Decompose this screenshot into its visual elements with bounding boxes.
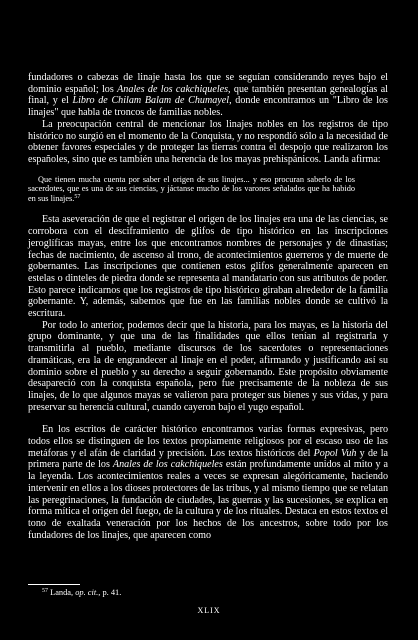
paragraph	[28, 72, 388, 119]
body-text	[28, 72, 388, 541]
paragraph	[28, 320, 388, 414]
page-number: XLIX	[197, 606, 221, 615]
text-run: Por todo lo anterior, podemos decir que la historia, para los mayas, es la historia del grupo dominante, y que una de las finalidades que ellos tenían al registrarla y transmitirla al pueblo, mediante discursos de los sacerdotes o representaciones dramáticas, era la de engrandecer al linaje en el poder, afirmando y justificando así su dominio sobre el pueblo y su derecho a seguir gobernando. Este propósito obviamente desapareció con la conquista española, pero fue precisamente de la nobleza de sus linajes, de lo que algunos mayas se valieron para proteger sus bienes y sus vidas, y para preservar su herencia cultural, cuando cayeron bajo el yugo español.	[28, 319, 388, 413]
text-run: En los escritos de carácter histórico encontramos varias formas expresivas, pero todos ellos se distinguen de los textos propiamente religiosos por el escaso uso de las metáforas y el afán de claridad y precisión. Los textos históricos del	[28, 424, 388, 459]
text-run: Esta aseveración de que el registrar el origen de los linajes era una de las ciencias, se corrobora con el desciframiento de glifos de tipo histórico en las inscripciones jeroglíficas mayas, entre los que encontramos nombres de personajes y de dinastías; fechas de nacimiento, de ascenso al trono, de acontecimientos guerreros y de muerte de gobernantes. Las inscripciones que contienen estos glifos generalmente aparecen en estelas o dinteles de piedra donde se representa al mandatario con sus atributos de poder. Esto parece indicarnos que los registros de tipo histórico giraban alrededor de la familia gobernante. Y, además, sabemos que fue en las familias nobles donde se cultivó la escritura.	[28, 214, 388, 320]
footnote-text-italic: op. cit.	[75, 588, 99, 597]
text-run: , que también presentan genealogías al final, y el	[28, 83, 388, 107]
spacer	[28, 203, 388, 214]
text-run: La preocupación central de mencionar los linajes nobles en los registros de tipo histórico no surgió en el momento de la Conquista, y no respondió sólo a la necesidad de obtener favores especiales y de proteger las tierras contra el despojo que realizaron los españoles, sino que es también una herencia de los mayas prehispánicos. Landa afirma:	[28, 118, 388, 165]
paragraph	[28, 214, 388, 319]
block-quote	[28, 175, 355, 204]
footnote	[42, 588, 121, 598]
spacer	[28, 166, 388, 175]
text-run: están profundamente unidos al mito y a la leyenda. Los acontecimientos reales a veces se expresan alegóricamente, haciendo intervenir en ellos a los dioses protectores de las tribus, y al mismo tiempo que se relatan las peregrinaciones, la fundación de ciudades, las guerras y las sucesiones, se explica en forma mítica el origen del fuego, de la cultura y de los rituales. Destaca en estos textos el tono de exaltada veneración por los hechos de los ancestros, sobre todo por los fundadores de los linajes, que aparecen como	[28, 459, 388, 541]
text-run: y de la primera parte de los	[28, 447, 388, 471]
block-quote-text: Que tienen mucha cuenta por saber el origen de sus linajes... y eso procuran saberlo de los sacerdotes, que es una de sus ciencias, y jáctanse mucho de los varones señalados que ha habido en sus linajes.	[28, 174, 355, 203]
spacer	[28, 413, 388, 424]
italic-title: Anales de los cakchiqueles	[112, 459, 223, 471]
footnote-rule	[28, 584, 80, 585]
footnote-text-before: Landa,	[50, 588, 76, 597]
footnote-number: 57	[42, 588, 48, 594]
italic-title: Libro de Chilam Balam de Chumayel	[72, 95, 230, 107]
footnote-text-after: , p. 41.	[98, 588, 122, 597]
paragraph	[28, 119, 388, 166]
text-run: fundadores o cabezas de linaje hasta los que se seguían considerando reyes bajo el dominio español; los	[28, 72, 388, 95]
italic-title: Anales de los cakchiqueles	[117, 83, 229, 95]
footnote-reference: 57	[74, 193, 81, 200]
text-run: , donde encontramos un "Libro de los linajes" que habla de troncos de familias nobles.	[28, 95, 388, 119]
italic-title: Popol Vuh	[313, 447, 357, 459]
paragraph	[28, 424, 388, 541]
